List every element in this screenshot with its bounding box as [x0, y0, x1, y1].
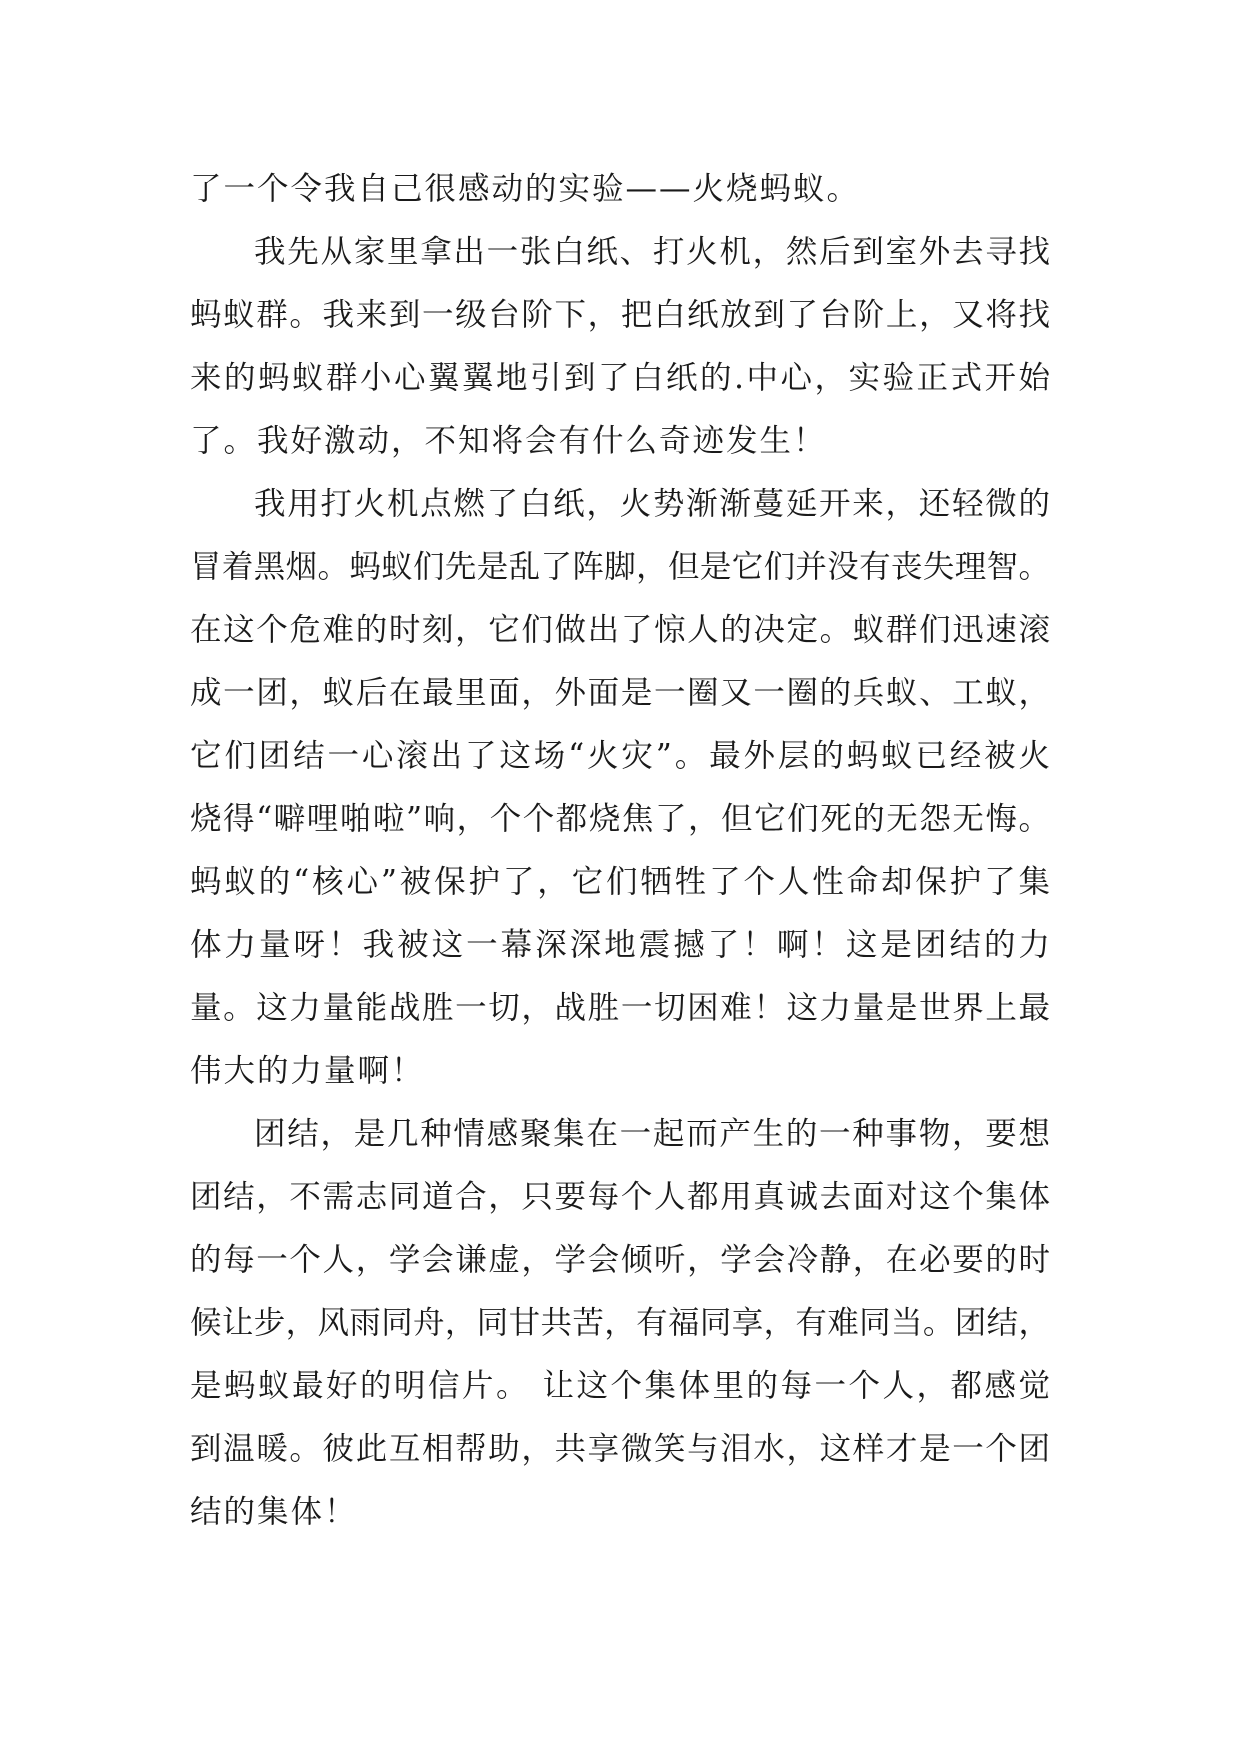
text-line: 体力量呀！我被这一幕深深地震撼了！啊！这是团结的力: [190, 927, 1050, 963]
text-line: 我先从家里拿出一张白纸、打火机，然后到室外去寻找: [254, 234, 1050, 270]
text-line: 量。这力量能战胜一切，战胜一切困难！这力量是世界上最: [190, 990, 1050, 1026]
text-line: 在这个危难的时刻，它们做出了惊人的决定。蚁群们迅速滚: [190, 612, 1050, 648]
text-line: 烧得“噼哩啪啦”响，个个都烧焦了，但它们死的无怨无悔。: [190, 801, 1050, 837]
article-body: [190, 158, 1050, 1544]
text-line: 结的集体！: [190, 1494, 358, 1530]
text-line: 伟大的力量啊！: [190, 1053, 425, 1089]
text-line: 是蚂蚁最好的明信片。 让这个集体里的每一个人，都感觉: [190, 1368, 1050, 1404]
text-line: 的每一个人，学会谦虚，学会倾听，学会冷静，在必要的时: [190, 1242, 1050, 1278]
text-line: 了。我好激动，不知将会有什么奇迹发生！: [190, 423, 827, 459]
text-line: 冒着黑烟。蚂蚁们先是乱了阵脚，但是它们并没有丧失理智。: [190, 549, 1050, 585]
text-line: 团结，是几种情感聚集在一起而产生的一种事物，要想: [254, 1116, 1050, 1152]
text-line: 它们团结一心滚出了这场“火灾”。最外层的蚂蚁已经被火: [190, 738, 1050, 774]
text-line: 团结，不需志同道合，只要每个人都用真诚去面对这个集体: [190, 1179, 1050, 1215]
text-line: 成一团，蚁后在最里面，外面是一圈又一圈的兵蚁、工蚁，: [190, 675, 1050, 711]
text-line: 候让步，风雨同舟，同甘共苦，有福同享，有难同当。团结，: [190, 1305, 1050, 1341]
text-line: 我用打火机点燃了白纸，火势渐渐蔓延开来，还轻微的: [254, 486, 1050, 522]
text-line: 来的蚂蚁群小心翼翼地引到了白纸的.中心，实验正式开始: [190, 360, 1050, 396]
text-line: 蚂蚁的“核心”被保护了，它们牺牲了个人性命却保护了集: [190, 864, 1050, 900]
text-line: 到温暖。彼此互相帮助，共享微笑与泪水，这样才是一个团: [190, 1431, 1050, 1467]
text-line: 了一个令我自己很感动的实验——火烧蚂蚁。: [190, 171, 861, 207]
text-line: 蚂蚁群。我来到一级台阶下，把白纸放到了台阶上，又将找: [190, 297, 1050, 333]
